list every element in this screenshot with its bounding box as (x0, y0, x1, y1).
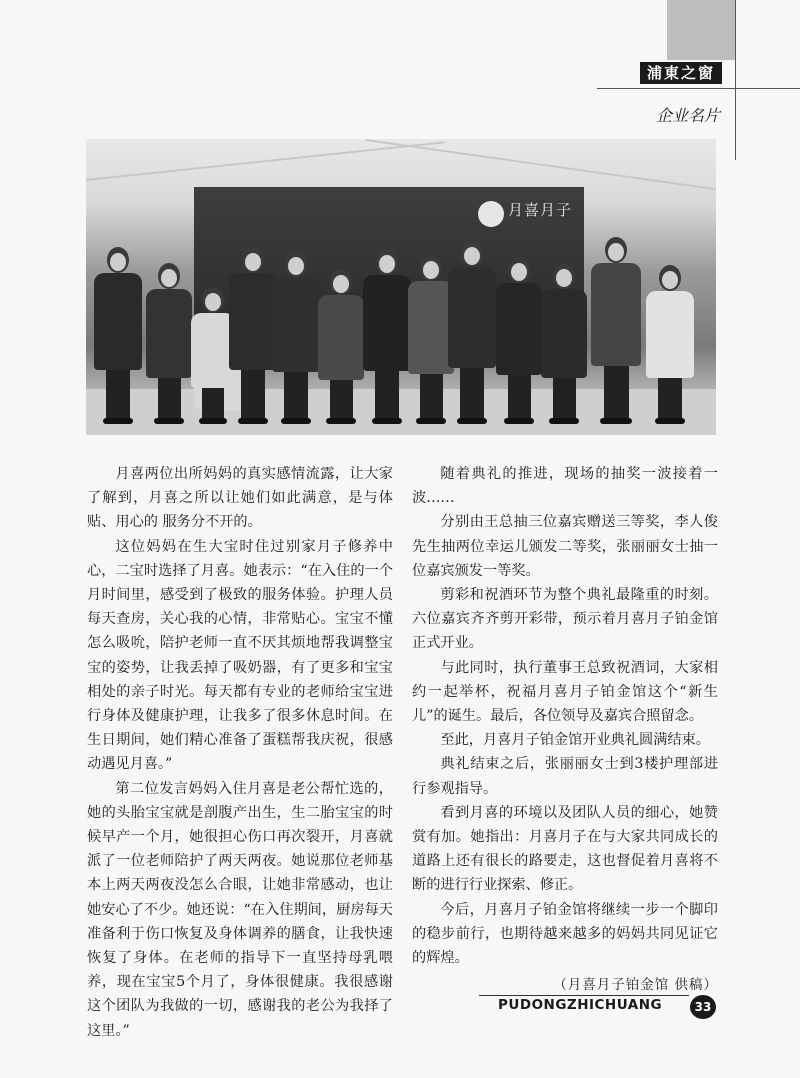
article-paragraph: 月喜两位出所妈妈的真实感情流露，让大家了解到，月喜之所以让她们如此满意，是与体贴、用心的 服务分不开的。 (87, 466, 393, 531)
article-right-column (412, 462, 718, 997)
header-horizontal-rule (597, 88, 800, 89)
article-left-column (87, 462, 393, 1043)
article-paragraph: 这位妈妈在生大宝时住过别家月子修养中心，二宝时选择了月喜。她表示：“在入住的一个月时间里，感受到了极致的服务体验。护理人员每天查房，关心我的心情，非常贴心。宝宝不懂怎么吸吮，陪护老师一直不厌其烦地帮我调整宝宝的姿势，让我丢掉了吸奶器，有了更多和宝宝相处的亲子时光。每天都有专业的老师给宝宝进行身体及健康护理，让我多了很多休息时间。在生日期间，她们精心准备了蛋糕帮我庆祝，很感动遇见月喜。” (87, 538, 393, 773)
article-paragraph: 分别由王总抽三位嘉宾赠送三等奖，李人俊先生抽两位幸运儿颁发二等奖，张丽丽女士抽一位嘉宾颁发一等奖。 (412, 514, 718, 579)
event-photo (86, 139, 716, 435)
magazine-label: 浦東之窗 (640, 62, 722, 84)
article-paragraph: 随着典礼的推进，现场的抽奖一波接着一波…… (412, 466, 718, 507)
article-byline: （月喜月子铂金馆 供稿） (553, 977, 718, 994)
article-paragraph: 至此，月喜月子铂金馆开业典礼圆满结束。 (440, 732, 710, 749)
article-paragraph: 看到月喜的环境以及团队人员的细心，她赞赏有加。她指出：月喜月子在与大家共同成长的道路上还有很长的路要走，这也督促着月喜将不断的进行行业探索、修正。 (412, 804, 718, 894)
article-paragraph: 第二位发言妈妈入住月喜是老公帮忙选的，她的头胎宝宝就是剖腹产出生，生二胎宝宝的时候早产一个月，她很担心伤口再次裂开，月喜就派了一位老师陪护了两天两夜。她说那位老师基本上两天两夜没怎么合眼，让她非常感动，也让她安心了不少。她还说：“在入住期间，厨房每天准备利于伤口恢复及身体调养的膳食，让我快速恢复了身体。在老师的指导下一直坚持母乳喂养，现在宝宝5个月了，身体很健康。我很感谢这个团队为我做的一切，感谢我的老公为我择了这里。” (87, 780, 393, 1039)
section-title: 企业名片 (655, 106, 720, 125)
article-paragraph: 典礼结束之后，张丽丽女士到3楼护理部进行参观指导。 (412, 756, 718, 797)
article-paragraph: 剪彩和祝酒环节为整个典礼最隆重的时刻。六位嘉宾齐齐剪开彩带，预示着月喜月子铂金馆正式开业。 (412, 587, 718, 652)
tent-frame (366, 139, 716, 194)
article-paragraph: 与此同时，执行董事王总致祝酒词，大家相约一起举杯，祝福月喜月子铂金馆这个“新生儿”的诞生。最后，各位领导及嘉宾合照留念。 (412, 659, 718, 725)
article-paragraph: 今后，月喜月子铂金馆将继续一步一个脚印的稳步前行，也期待越来越多的妈妈共同见证它的辉煌。 (412, 901, 718, 967)
tent-frame (86, 141, 444, 181)
backdrop-logo-icon (478, 201, 504, 227)
footer-rule (479, 995, 689, 996)
header-vertical-rule (735, 0, 736, 160)
footer-brand: PUDONGZHICHUANG (498, 997, 663, 1013)
backdrop-logo-text: 月喜月子 (508, 201, 573, 219)
page-number: 33 (690, 995, 716, 1019)
header-gray-tab (667, 0, 735, 60)
